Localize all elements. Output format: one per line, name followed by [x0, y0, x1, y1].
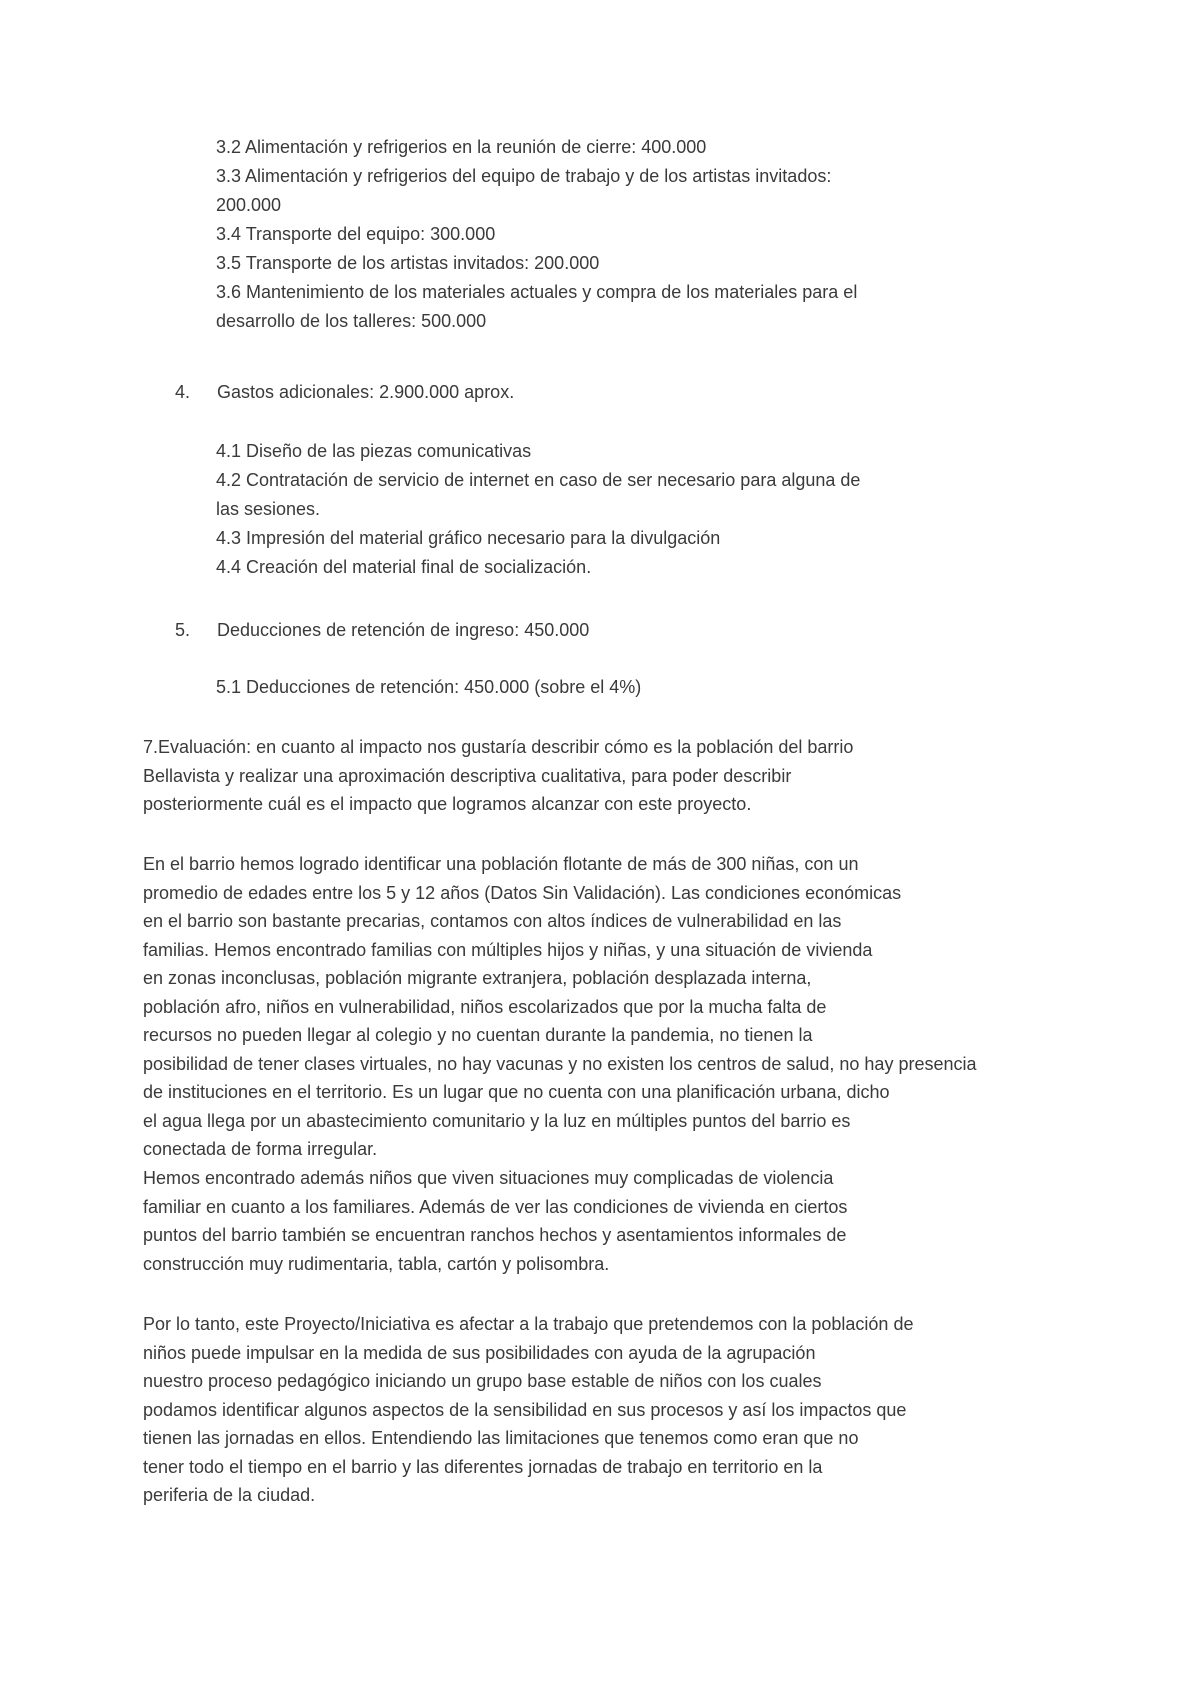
- section-4-sub-items: [216, 437, 1036, 582]
- paragraph-line: En el barrio hemos logrado identificar una población flotante de más de 300 niñas, con un: [143, 854, 859, 874]
- section-3-sub-items: [216, 133, 1036, 336]
- paragraph-violence: [143, 1164, 1048, 1278]
- section-title: Deducciones de retención de ingreso: 450.000: [217, 620, 590, 640]
- paragraph-line: población afro, niños en vulnerabilidad, niños escolarizados que por la mucha falta de: [143, 996, 827, 1017]
- list-item: 5.1 Deducciones de retención: 450.000 (sobre el 4%): [216, 677, 642, 697]
- section-title: Gastos adicionales: 2.900.000 aprox.: [217, 382, 515, 402]
- paragraph-line: 7.Evaluación: en cuanto al impacto nos gustaría describir cómo es la población del barrio: [143, 737, 854, 757]
- list-item: 4.2 Contratación de servicio de internet en caso de ser necesario para alguna de: [216, 470, 861, 490]
- paragraph-line: familiar en cuanto a los familiares. Además de ver las condiciones de vivienda en ciertos: [143, 1196, 848, 1217]
- paragraph-evaluation: [143, 733, 1048, 819]
- paragraph-line: posibilidad de tener clases virtuales, no hay vacunas y no existen los centros de salud, no hay presencia: [143, 1053, 977, 1074]
- list-item: 3.2 Alimentación y refrigerios en la reunión de cierre: 400.000: [216, 137, 707, 157]
- paragraph-line: tienen las jornadas en ellos. Entendiendo las limitaciones que tenemos como eran que no: [143, 1428, 859, 1448]
- paragraph-line: en el barrio son bastante precarias, contamos con altos índices de vulnerabilidad en las: [143, 911, 842, 931]
- paragraph-line: de instituciones en el territorio. Es un lugar que no cuenta con una planificación urbana, dicho: [143, 1082, 890, 1102]
- paragraph-line: Hemos encontrado además niños que viven situaciones muy complicadas de violencia: [143, 1168, 834, 1188]
- paragraph-line: Por lo tanto, este Proyecto/Iniciativa es afectar a la trabajo que pretendemos con la población de: [143, 1314, 914, 1334]
- paragraph-line: en zonas inconclusas, población migrante extranjera, población desplazada interna,: [143, 968, 812, 988]
- list-item: 4.4 Creación del material final de socialización.: [216, 557, 592, 577]
- paragraph-line: promedio de edades entre los 5 y 12 años (Datos Sin Validación). Las condiciones económicas: [143, 882, 902, 903]
- paragraph-line: posteriormente cuál es el impacto que logramos alcanzar con este proyecto.: [143, 794, 752, 814]
- section-5-sub-items: [216, 673, 1036, 702]
- list-item: 200.000: [216, 195, 282, 215]
- list-item: las sesiones.: [216, 499, 321, 519]
- section-4-heading: [175, 378, 1035, 407]
- paragraph-project-goal: [143, 1310, 1048, 1510]
- paragraph-line: podamos identificar algunos aspectos de la sensibilidad en sus procesos y así los impactos que: [143, 1399, 907, 1420]
- paragraph-line: construcción muy rudimentaria, tabla, cartón y polisombra.: [143, 1253, 610, 1274]
- list-item: 3.6 Mantenimiento de los materiales actuales y compra de los materiales para el: [216, 282, 858, 302]
- section-5-heading: [175, 616, 1035, 645]
- paragraph-line: periferia de la ciudad.: [143, 1485, 316, 1505]
- list-item: 3.3 Alimentación y refrigerios del equipo de trabajo y de los artistas invitados:: [216, 166, 832, 186]
- paragraph-line: tener todo el tiempo en el barrio y las diferentes jornadas de trabajo en territorio en la: [143, 1456, 823, 1477]
- paragraph-line: familias. Hemos encontrado familias con múltiples hijos y niñas, y una situación de vivienda: [143, 939, 873, 960]
- section-number: 4.: [175, 382, 191, 402]
- paragraph-line: niños puede impulsar en la medida de sus posibilidades con ayuda de la agrupación: [143, 1342, 816, 1363]
- list-item: 3.4 Transporte del equipo: 300.000: [216, 224, 496, 244]
- paragraph-line: conectada de forma irregular.: [143, 1139, 378, 1159]
- paragraph-line: puntos del barrio también se encuentran ranchos hechos y asentamientos informales de: [143, 1225, 847, 1245]
- list-item: desarrollo de los talleres: 500.000: [216, 311, 487, 331]
- paragraph-line: el agua llega por un abastecimiento comunitario y la luz en múltiples puntos del barrio es: [143, 1110, 851, 1131]
- list-item: 3.5 Transporte de los artistas invitados: 200.000: [216, 253, 600, 273]
- section-number: 5.: [175, 620, 191, 640]
- list-item: 4.1 Diseño de las piezas comunicativas: [216, 441, 532, 461]
- paragraph-line: recursos no pueden llegar al colegio y no cuentan durante la pandemia, no tienen la: [143, 1025, 813, 1045]
- paragraph-line: nuestro proceso pedagógico iniciando un grupo base estable de niños con los cuales: [143, 1371, 822, 1391]
- paragraph-population: [143, 850, 1048, 1164]
- paragraph-line: Bellavista y realizar una aproximación descriptiva cualitativa, para poder describir: [143, 765, 792, 786]
- list-item: 4.3 Impresión del material gráfico necesario para la divulgación: [216, 528, 721, 548]
